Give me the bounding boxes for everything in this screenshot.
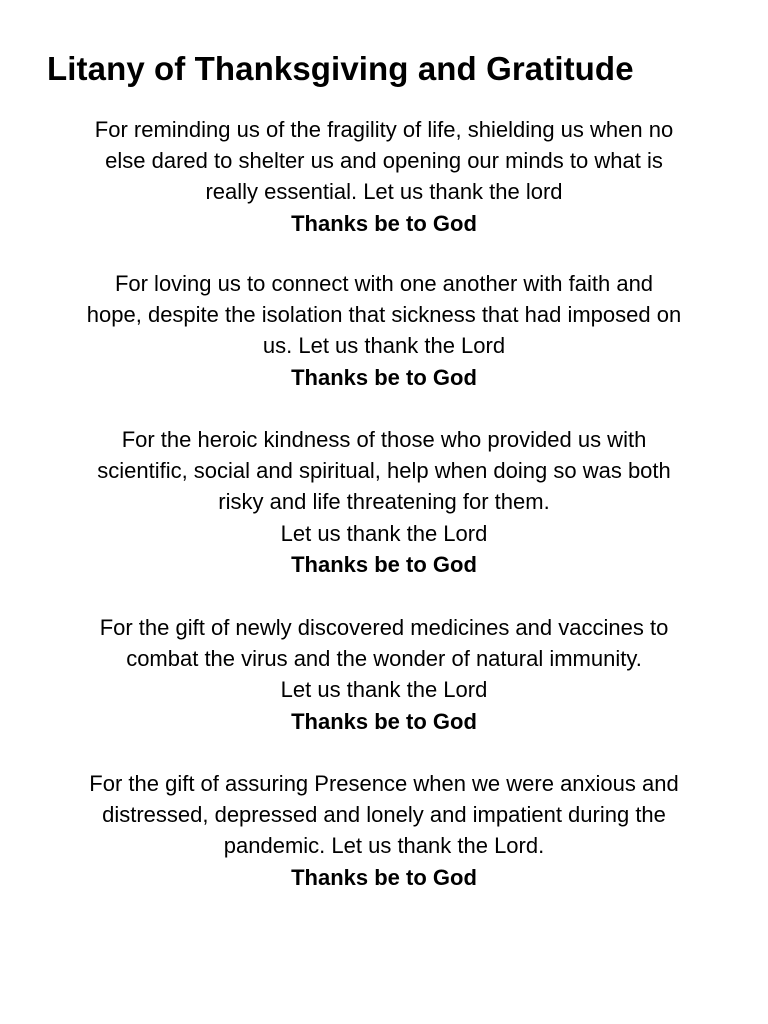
response-line: Thanks be to God bbox=[291, 551, 477, 577]
stanza-line: For the gift of newly discovered medicines and vaccines to bbox=[99, 615, 669, 640]
stanza-line: else dared to shelter us and opening our minds to what is bbox=[105, 148, 663, 174]
response-line: Thanks be to God bbox=[291, 864, 477, 890]
stanza-line: combat the virus and the wonder of natural immunity. bbox=[126, 646, 642, 672]
stanza-line: Let us thank the Lord bbox=[280, 677, 488, 703]
response-line: Thanks be to God bbox=[291, 364, 477, 390]
stanza-2 bbox=[20, 268, 748, 393]
stanza-line: us. Let us thank the Lord bbox=[262, 333, 506, 359]
stanza-line: pandemic. Let us thank the Lord. bbox=[223, 833, 545, 859]
stanza-4 bbox=[20, 612, 748, 737]
stanza-line: really essential. Let us thank the lord bbox=[205, 179, 563, 205]
stanza-line: For the gift of assuring Presence when we were anxious and bbox=[89, 771, 679, 796]
stanza-line: hope, despite the isolation that sickness that had imposed on bbox=[86, 302, 682, 328]
stanza-line: Let us thank the Lord bbox=[280, 520, 488, 546]
response-line: Thanks be to God bbox=[291, 708, 477, 734]
stanza-line: risky and life threatening for them. bbox=[218, 489, 550, 515]
stanza-5 bbox=[20, 768, 748, 893]
stanza-line: For reminding us of the fragility of life, shielding us when no bbox=[94, 117, 674, 142]
stanza-line: scientific, social and spiritual, help when doing so was both bbox=[97, 458, 671, 484]
stanza-line: For loving us to connect with one another with faith and bbox=[114, 271, 654, 296]
response-line: Thanks be to God bbox=[291, 210, 477, 236]
stanza-line: distressed, depressed and lonely and impatient during the bbox=[102, 802, 666, 828]
stanza-1 bbox=[20, 114, 748, 239]
stanza-3 bbox=[20, 424, 748, 580]
stanza-line: For the heroic kindness of those who provided us with bbox=[121, 427, 647, 452]
page-title: Litany of Thanksgiving and Gratitude bbox=[47, 50, 634, 87]
